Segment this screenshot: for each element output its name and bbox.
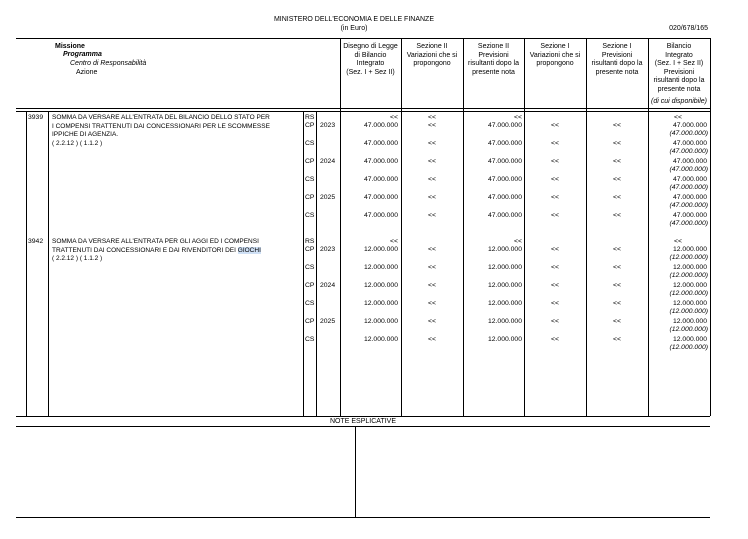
cell-sez1-previsioni: <<: [613, 264, 621, 271]
header-bottom-border-2: [16, 111, 710, 112]
cell-sez2-variazioni: <<: [428, 194, 436, 201]
row-type: CS: [305, 140, 315, 147]
col-divider: [316, 111, 317, 416]
col-divider: [48, 111, 49, 416]
document-code: 020/678/165: [669, 25, 708, 32]
col-divider: [26, 111, 27, 416]
row-type: CS: [305, 264, 315, 271]
cell-bilancio-integrato: 12.000.000: [672, 318, 707, 325]
missione-label: Missione: [55, 43, 85, 50]
cell-bilancio: 47.000.000: [363, 122, 398, 129]
row-year: 2023: [320, 122, 336, 129]
cell-bilancio-integrato: 47.000.000: [672, 140, 707, 147]
row-type: CP: [305, 246, 315, 253]
cell-sez2-previsioni: 12.000.000: [487, 318, 522, 325]
cell-bilancio-integrato: 47.000.000: [672, 194, 707, 201]
cell-bilancio: 12.000.000: [363, 300, 398, 307]
cell-sez1-previsioni: <<: [613, 318, 621, 325]
cell-sez1-variazioni: <<: [551, 158, 559, 165]
cell-sez1-variazioni: <<: [551, 282, 559, 289]
cell-bilancio: 47.000.000: [363, 194, 398, 201]
col-header-bilancio: [340, 43, 401, 77]
col-divider: [401, 38, 402, 416]
col-header-sez1-variazioni: [524, 43, 586, 69]
cell-sez2-previsioni: 12.000.000: [487, 300, 522, 307]
header-bottom-border: [16, 108, 710, 109]
cell-sez2-variazioni: <<: [428, 176, 436, 183]
col-divider: [648, 38, 649, 416]
cell-disponibile: (12.000.000): [669, 344, 708, 351]
col-header-line: Previsioni: [478, 51, 509, 59]
cell-sez2-previsioni: 12.000.000: [487, 264, 522, 271]
col-header-line: presente nota: [472, 68, 515, 76]
row-type: CS: [305, 212, 315, 219]
cell-bilancio: 12.000.000: [363, 336, 398, 343]
row-type: CP: [305, 318, 315, 325]
col-header-line: risultanti dopo la: [591, 60, 643, 67]
cell-sez2-previsioni: 12.000.000: [487, 336, 522, 343]
cell-sez1-variazioni: <<: [551, 176, 559, 183]
cell-bilancio: 12.000.000: [363, 264, 398, 271]
col-header-sez2-previsioni: [463, 43, 524, 77]
chapter-code: 3942: [28, 238, 44, 245]
cell-sez1-variazioni: <<: [551, 140, 559, 147]
cell-sez2-variazioni: <<: [428, 300, 436, 307]
cell-sez1-previsioni: <<: [613, 140, 621, 147]
col-divider: [524, 38, 525, 416]
cell-sez1-variazioni: <<: [551, 212, 559, 219]
cell-sez2-previsioni: 47.000.000: [487, 122, 522, 129]
selected-text[interactable]: GIOCHI: [237, 246, 261, 254]
cell-bilancio-integrato: 47.000.000: [672, 176, 707, 183]
col-header-line: Sezione I: [540, 43, 570, 50]
cell-sez1-previsioni: <<: [613, 212, 621, 219]
col-header-line: Previsioni: [663, 68, 695, 76]
cell-bilancio: 12.000.000: [363, 246, 398, 253]
col-header-line: di Bilancio: [354, 51, 387, 59]
ministry-title: MINISTERO DELL'ECONOMIA E DELLE FINANZE: [273, 16, 435, 23]
cell-sez1-previsioni: <<: [613, 158, 621, 165]
cell-disponibile: (12.000.000): [669, 272, 708, 279]
cell-bilancio: 47.000.000: [363, 158, 398, 165]
col-header-line: Variazioni che si: [529, 51, 581, 59]
row-type: CS: [305, 336, 315, 343]
cell-sez2-previsioni: 47.000.000: [487, 176, 522, 183]
cell-disponibile: (47.000.000): [669, 202, 708, 209]
cell-sez1-previsioni: <<: [613, 122, 621, 129]
cell-disponibile: (47.000.000): [669, 130, 708, 137]
col-header-line: (Sez. I + Sez II): [346, 68, 395, 76]
col-header-line: Sezione II: [477, 43, 510, 50]
cell-sez2-previsioni: 12.000.000: [487, 282, 522, 289]
cell-sez2-previsioni: 47.000.000: [487, 140, 522, 147]
cell-sez2-previsioni: 47.000.000: [487, 212, 522, 219]
col-divider: [710, 38, 711, 416]
col-header-line: risultanti dopo la: [468, 60, 519, 67]
col-header-sez2-variazioni: [401, 43, 463, 69]
cell-bilancio: 12.000.000: [363, 282, 398, 289]
cell-sez2-variazioni: <<: [428, 212, 436, 219]
cell-bilancio: 47.000.000: [363, 140, 398, 147]
row-type: CP: [305, 122, 315, 129]
cell-sez2-variazioni: <<: [428, 114, 436, 121]
cell-disponibile: (47.000.000): [669, 148, 708, 155]
row-year: 2023: [320, 246, 336, 253]
col-divider: [463, 38, 464, 416]
cell-disponibile: (47.000.000): [669, 166, 708, 173]
col-header-line: presente nota: [657, 85, 701, 93]
cell-sez2-variazioni: <<: [428, 318, 436, 325]
col-header-line: Sezione I: [602, 43, 632, 50]
notes-bottom-border: [16, 517, 710, 518]
row-year: 2025: [320, 194, 336, 201]
col-header-line: Integrato: [665, 51, 693, 59]
cell-sez2-variazioni: <<: [428, 336, 436, 343]
cell-bilancio-integrato: 12.000.000: [672, 282, 707, 289]
row-type: RS: [305, 114, 315, 121]
cell-sez1-previsioni: <<: [613, 194, 621, 201]
cell-bilancio-integrato: 47.000.000: [672, 122, 707, 129]
col-header-line: Integrato: [356, 60, 385, 67]
col-header-line: risultanti dopo la: [653, 77, 705, 84]
table-bottom-border: [16, 416, 710, 417]
col-divider: [340, 38, 341, 416]
table-top-border: [16, 38, 710, 39]
cell-disponibile: (12.000.000): [669, 290, 708, 297]
col-header-sez1-previsioni: [586, 43, 648, 77]
cell-bilancio-integrato: 12.000.000: [672, 264, 707, 271]
cell-disponibile: (12.000.000): [669, 308, 708, 315]
azione-label: Azione: [76, 69, 98, 76]
cell-sez1-previsioni: <<: [613, 300, 621, 307]
cell-sez2-previsioni: <<: [514, 238, 522, 245]
chapter-description-line: TRATTENUTI DAI CONCESSIONARI E DAI RIVENDITORI DEI GIOCHI: [52, 246, 261, 254]
row-type: CS: [305, 176, 315, 183]
programma-label: Programma: [63, 51, 102, 58]
col-header-line: Bilancio: [666, 43, 692, 50]
chapter-description-line: IPPICHE DI AGENZIA.: [52, 131, 119, 138]
cell-disponibile: (12.000.000): [669, 326, 708, 333]
cell-disponibile: (12.000.000): [669, 254, 708, 261]
cell-bilancio-integrato: 47.000.000: [672, 212, 707, 219]
cell-bilancio-integrato: 12.000.000: [672, 246, 707, 253]
cell-bilancio-integrato: 12.000.000: [672, 300, 707, 307]
unit-label: (in Euro): [340, 25, 368, 32]
col-header-line: propongono: [413, 60, 451, 67]
col-header-line: Disegno di Legge: [343, 43, 398, 50]
cell-sez2-variazioni: <<: [428, 282, 436, 289]
cell-sez2-previsioni: 12.000.000: [487, 246, 522, 253]
row-year: 2024: [320, 282, 336, 289]
cell-bilancio-integrato: <<: [674, 114, 682, 121]
cell-sez1-previsioni: <<: [613, 246, 621, 253]
cell-bilancio: 47.000.000: [363, 212, 398, 219]
chapter-description-line: SOMMA DA VERSARE ALL'ENTRATA PER GLI AGGI ED I COMPENSI: [52, 238, 259, 245]
col-header-line: (Sez. I + Sez II): [654, 60, 704, 67]
cell-bilancio: 47.000.000: [363, 176, 398, 183]
notes-title: NOTE ESPLICATIVE: [330, 418, 396, 425]
chapter-reference: ( 2.2.12 ) ( 1.1.2 ): [52, 139, 103, 147]
cell-bilancio: <<: [390, 238, 398, 245]
row-year: 2024: [320, 158, 336, 165]
col-header-line: presente nota: [595, 68, 639, 76]
col-header-line: propongono: [536, 60, 574, 67]
cell-sez1-variazioni: <<: [551, 336, 559, 343]
row-type: RS: [305, 238, 315, 245]
col-divider: [586, 38, 587, 416]
col-header-disponibile: (di cui disponibile): [650, 98, 708, 105]
cell-bilancio: 12.000.000: [363, 318, 398, 325]
col-divider: [303, 111, 304, 416]
cell-sez1-variazioni: <<: [551, 318, 559, 325]
cell-sez2-previsioni: 47.000.000: [487, 194, 522, 201]
notes-title-border: [16, 426, 710, 427]
row-type: CP: [305, 158, 315, 165]
cell-bilancio-integrato: 47.000.000: [672, 158, 707, 165]
cell-sez2-variazioni: <<: [428, 122, 436, 129]
cell-bilancio-integrato: <<: [674, 238, 682, 245]
cell-sez1-variazioni: <<: [551, 264, 559, 271]
cell-sez2-variazioni: <<: [428, 264, 436, 271]
centro-label: Centro di Responsabilità: [70, 60, 147, 67]
cell-sez1-previsioni: <<: [613, 176, 621, 183]
row-type: CS: [305, 300, 315, 307]
cell-sez2-variazioni: <<: [428, 246, 436, 253]
cell-sez1-variazioni: <<: [551, 300, 559, 307]
notes-divider: [355, 426, 356, 517]
cell-sez1-variazioni: <<: [551, 246, 559, 253]
cell-disponibile: (47.000.000): [669, 220, 708, 227]
chapter-description-line: ( 2.2.12 ) ( 1.1.2 ): [52, 255, 103, 262]
chapter-code: 3939: [28, 114, 44, 121]
cell-sez1-previsioni: <<: [613, 282, 621, 289]
cell-sez2-variazioni: <<: [428, 158, 436, 165]
chapter-description-line: SOMMA DA VERSARE ALL'ENTRATA DEL BILANCIO DELLO STATO PER: [52, 114, 270, 121]
col-header-line: Variazioni che si: [406, 51, 458, 59]
cell-sez1-variazioni: <<: [551, 194, 559, 201]
cell-bilancio-integrato: 12.000.000: [672, 336, 707, 343]
row-year: 2025: [320, 318, 336, 325]
chapter-description-line: I COMPENSI TRATTENUTI DAI CONCESSIONARI PER LE SCOMMESSE: [52, 122, 270, 130]
col-header-line: Sezione II: [416, 43, 448, 50]
cell-sez2-previsioni: <<: [514, 114, 522, 121]
cell-sez1-previsioni: <<: [613, 336, 621, 343]
cell-disponibile: (47.000.000): [669, 184, 708, 191]
cell-sez2-variazioni: <<: [428, 140, 436, 147]
cell-sez1-variazioni: <<: [551, 122, 559, 129]
row-type: CP: [305, 194, 315, 201]
col-header-line: Previsioni: [601, 51, 633, 59]
cell-sez2-previsioni: 47.000.000: [487, 158, 522, 165]
row-type: CP: [305, 282, 315, 289]
cell-bilancio: <<: [390, 114, 398, 121]
col-header-bilancio-integrato: [648, 43, 710, 94]
